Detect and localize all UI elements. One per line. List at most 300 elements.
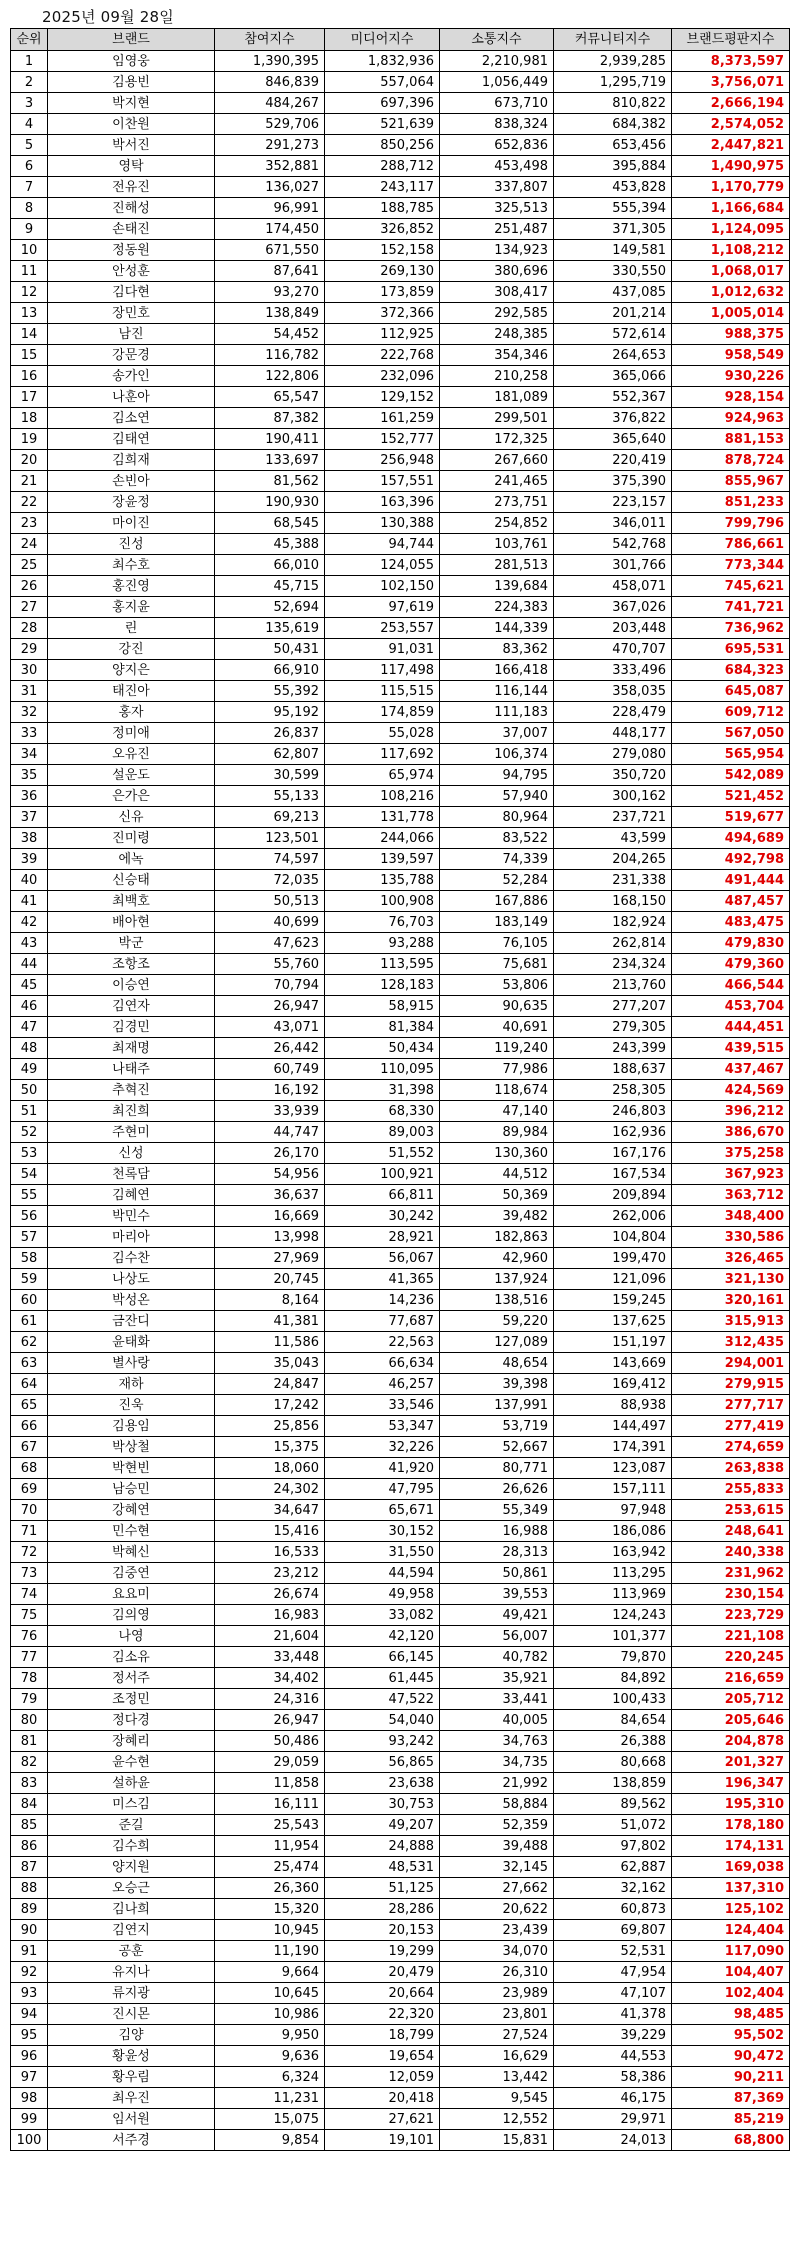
rank-cell: 36: [11, 786, 48, 807]
community-cell: 101,377: [554, 1626, 672, 1647]
media-cell: 66,145: [325, 1647, 440, 1668]
rank-cell: 24: [11, 534, 48, 555]
media-cell: 22,563: [325, 1332, 440, 1353]
rank-cell: 98: [11, 2088, 48, 2109]
brand-name-cell: 나훈아: [48, 387, 215, 408]
community-cell: 138,859: [554, 1773, 672, 1794]
community-cell: 262,006: [554, 1206, 672, 1227]
reputation-index-cell: 2,447,821: [672, 135, 790, 156]
communication-cell: 137,991: [440, 1395, 554, 1416]
participation-cell: 133,697: [215, 450, 325, 471]
table-row: [11, 450, 790, 471]
community-cell: 24,013: [554, 2130, 672, 2151]
community-cell: 80,668: [554, 1752, 672, 1773]
media-cell: 77,687: [325, 1311, 440, 1332]
participation-cell: 45,715: [215, 576, 325, 597]
reputation-index-cell: 95,502: [672, 2025, 790, 2046]
table-row: [11, 1962, 790, 1983]
brand-name-cell: 박지현: [48, 93, 215, 114]
table-header-row: [11, 29, 790, 51]
reputation-index-cell: 1,166,684: [672, 198, 790, 219]
reputation-index-cell: 169,038: [672, 1857, 790, 1878]
reputation-index-cell: 277,419: [672, 1416, 790, 1437]
table-row: [11, 1122, 790, 1143]
reputation-index-cell: 263,838: [672, 1458, 790, 1479]
brand-name-cell: 영탁: [48, 156, 215, 177]
communication-cell: 83,522: [440, 828, 554, 849]
community-cell: 300,162: [554, 786, 672, 807]
table-row: [11, 1059, 790, 1080]
communication-cell: 80,964: [440, 807, 554, 828]
reputation-index-cell: 396,212: [672, 1101, 790, 1122]
media-cell: 557,064: [325, 72, 440, 93]
participation-cell: 190,930: [215, 492, 325, 513]
communication-cell: 106,374: [440, 744, 554, 765]
brand-name-cell: 박민수: [48, 1206, 215, 1227]
brand-name-cell: 강문경: [48, 345, 215, 366]
participation-cell: 50,513: [215, 891, 325, 912]
communication-cell: 42,960: [440, 1248, 554, 1269]
communication-cell: 53,806: [440, 975, 554, 996]
header-participation-index: 참여지수: [215, 29, 325, 51]
rank-cell: 49: [11, 1059, 48, 1080]
community-cell: 159,245: [554, 1290, 672, 1311]
participation-cell: 40,699: [215, 912, 325, 933]
media-cell: 48,531: [325, 1857, 440, 1878]
reputation-index-cell: 137,310: [672, 1878, 790, 1899]
participation-cell: 846,839: [215, 72, 325, 93]
rank-cell: 14: [11, 324, 48, 345]
media-cell: 174,859: [325, 702, 440, 723]
rank-cell: 28: [11, 618, 48, 639]
brand-name-cell: 미스김: [48, 1794, 215, 1815]
table-row: [11, 1584, 790, 1605]
reputation-index-cell: 363,712: [672, 1185, 790, 1206]
media-cell: 66,634: [325, 1353, 440, 1374]
community-cell: 84,892: [554, 1668, 672, 1689]
rank-cell: 4: [11, 114, 48, 135]
reputation-index-cell: 221,108: [672, 1626, 790, 1647]
rank-cell: 60: [11, 1290, 48, 1311]
community-cell: 113,295: [554, 1563, 672, 1584]
rank-cell: 77: [11, 1647, 48, 1668]
table-row: [11, 1731, 790, 1752]
communication-cell: 39,553: [440, 1584, 554, 1605]
brand-name-cell: 양지원: [48, 1857, 215, 1878]
reputation-index-cell: 230,154: [672, 1584, 790, 1605]
reputation-index-cell: 220,245: [672, 1647, 790, 1668]
communication-cell: 281,513: [440, 555, 554, 576]
communication-cell: 27,524: [440, 2025, 554, 2046]
communication-cell: 40,005: [440, 1710, 554, 1731]
participation-cell: 136,027: [215, 177, 325, 198]
communication-cell: 56,007: [440, 1626, 554, 1647]
reputation-index-cell: 195,310: [672, 1794, 790, 1815]
media-cell: 56,865: [325, 1752, 440, 1773]
community-cell: 58,386: [554, 2067, 672, 2088]
community-cell: 395,884: [554, 156, 672, 177]
media-cell: 850,256: [325, 135, 440, 156]
media-cell: 31,550: [325, 1542, 440, 1563]
community-cell: 174,391: [554, 1437, 672, 1458]
communication-cell: 34,763: [440, 1731, 554, 1752]
communication-cell: 254,852: [440, 513, 554, 534]
community-cell: 470,707: [554, 639, 672, 660]
participation-cell: 6,324: [215, 2067, 325, 2088]
reputation-index-cell: 205,646: [672, 1710, 790, 1731]
media-cell: 697,396: [325, 93, 440, 114]
table-row: [11, 1038, 790, 1059]
rank-cell: 68: [11, 1458, 48, 1479]
media-cell: 97,619: [325, 597, 440, 618]
participation-cell: 26,837: [215, 723, 325, 744]
communication-cell: 241,465: [440, 471, 554, 492]
reputation-index-cell: 695,531: [672, 639, 790, 660]
brand-name-cell: 김다현: [48, 282, 215, 303]
rank-cell: 93: [11, 1983, 48, 2004]
brand-name-cell: 김나희: [48, 1899, 215, 1920]
rank-cell: 32: [11, 702, 48, 723]
media-cell: 110,095: [325, 1059, 440, 1080]
rank-cell: 37: [11, 807, 48, 828]
communication-cell: 15,831: [440, 2130, 554, 2151]
participation-cell: 10,645: [215, 1983, 325, 2004]
communication-cell: 292,585: [440, 303, 554, 324]
community-cell: 51,072: [554, 1815, 672, 1836]
reputation-index-cell: 330,586: [672, 1227, 790, 1248]
reputation-index-cell: 491,444: [672, 870, 790, 891]
community-cell: 203,448: [554, 618, 672, 639]
participation-cell: 26,360: [215, 1878, 325, 1899]
rank-cell: 19: [11, 429, 48, 450]
reputation-index-cell: 253,615: [672, 1500, 790, 1521]
reputation-index-cell: 1,068,017: [672, 261, 790, 282]
rank-cell: 82: [11, 1752, 48, 1773]
reputation-index-cell: 98,485: [672, 2004, 790, 2025]
media-cell: 54,040: [325, 1710, 440, 1731]
communication-cell: 59,220: [440, 1311, 554, 1332]
table-row: [11, 51, 790, 72]
media-cell: 19,654: [325, 2046, 440, 2067]
communication-cell: 28,313: [440, 1542, 554, 1563]
rank-cell: 56: [11, 1206, 48, 1227]
participation-cell: 68,545: [215, 513, 325, 534]
communication-cell: 103,761: [440, 534, 554, 555]
brand-name-cell: 임서원: [48, 2109, 215, 2130]
reputation-index-cell: 125,102: [672, 1899, 790, 1920]
media-cell: 41,920: [325, 1458, 440, 1479]
reputation-index-cell: 1,108,212: [672, 240, 790, 261]
reputation-index-cell: 881,153: [672, 429, 790, 450]
community-cell: 199,470: [554, 1248, 672, 1269]
brand-name-cell: 전유진: [48, 177, 215, 198]
reputation-index-cell: 928,154: [672, 387, 790, 408]
table-row: [11, 1500, 790, 1521]
community-cell: 1,295,719: [554, 72, 672, 93]
communication-cell: 224,383: [440, 597, 554, 618]
reputation-index-cell: 90,472: [672, 2046, 790, 2067]
reputation-index-cell: 1,005,014: [672, 303, 790, 324]
participation-cell: 138,849: [215, 303, 325, 324]
community-cell: 43,599: [554, 828, 672, 849]
community-cell: 104,804: [554, 1227, 672, 1248]
table-row: [11, 303, 790, 324]
rank-cell: 25: [11, 555, 48, 576]
reputation-index-cell: 68,800: [672, 2130, 790, 2151]
brand-name-cell: 진미령: [48, 828, 215, 849]
participation-cell: 60,749: [215, 1059, 325, 1080]
media-cell: 243,117: [325, 177, 440, 198]
brand-name-cell: 윤태화: [48, 1332, 215, 1353]
reputation-index-cell: 519,677: [672, 807, 790, 828]
reputation-index-cell: 487,457: [672, 891, 790, 912]
reputation-index-cell: 178,180: [672, 1815, 790, 1836]
media-cell: 23,638: [325, 1773, 440, 1794]
table-row: [11, 1521, 790, 1542]
table-row: [11, 1668, 790, 1689]
rank-cell: 45: [11, 975, 48, 996]
table-row: [11, 2088, 790, 2109]
brand-name-cell: 별사랑: [48, 1353, 215, 1374]
rank-cell: 95: [11, 2025, 48, 2046]
brand-name-cell: 에녹: [48, 849, 215, 870]
table-row: [11, 72, 790, 93]
brand-name-cell: 강진: [48, 639, 215, 660]
rank-cell: 3: [11, 93, 48, 114]
community-cell: 100,433: [554, 1689, 672, 1710]
communication-cell: 50,369: [440, 1185, 554, 1206]
brand-name-cell: 송가인: [48, 366, 215, 387]
reputation-index-cell: 2,666,194: [672, 93, 790, 114]
media-cell: 76,703: [325, 912, 440, 933]
community-cell: 79,870: [554, 1647, 672, 1668]
community-cell: 121,096: [554, 1269, 672, 1290]
rank-cell: 41: [11, 891, 48, 912]
brand-name-cell: 린: [48, 618, 215, 639]
media-cell: 12,059: [325, 2067, 440, 2088]
participation-cell: 9,664: [215, 1962, 325, 1983]
media-cell: 135,788: [325, 870, 440, 891]
reputation-index-cell: 878,724: [672, 450, 790, 471]
media-cell: 27,621: [325, 2109, 440, 2130]
participation-cell: 13,998: [215, 1227, 325, 1248]
reputation-index-cell: 565,954: [672, 744, 790, 765]
participation-cell: 47,623: [215, 933, 325, 954]
rank-cell: 40: [11, 870, 48, 891]
brand-name-cell: 김수찬: [48, 1248, 215, 1269]
media-cell: 41,365: [325, 1269, 440, 1290]
media-cell: 188,785: [325, 198, 440, 219]
participation-cell: 33,448: [215, 1647, 325, 1668]
header-community-index: 커뮤니티지수: [554, 29, 672, 51]
brand-name-cell: 진성: [48, 534, 215, 555]
participation-cell: 25,856: [215, 1416, 325, 1437]
communication-cell: 77,986: [440, 1059, 554, 1080]
rank-cell: 29: [11, 639, 48, 660]
brand-name-cell: 설하윤: [48, 1773, 215, 1794]
brand-name-cell: 마리아: [48, 1227, 215, 1248]
table-row: [11, 912, 790, 933]
rank-cell: 11: [11, 261, 48, 282]
brand-name-cell: 김용임: [48, 1416, 215, 1437]
communication-cell: 33,441: [440, 1689, 554, 1710]
media-cell: 31,398: [325, 1080, 440, 1101]
reputation-index-cell: 201,327: [672, 1752, 790, 1773]
communication-cell: 39,482: [440, 1206, 554, 1227]
brand-name-cell: 조정민: [48, 1689, 215, 1710]
community-cell: 258,305: [554, 1080, 672, 1101]
reputation-index-cell: 320,161: [672, 1290, 790, 1311]
brand-name-cell: 추혁진: [48, 1080, 215, 1101]
brand-name-cell: 김양: [48, 2025, 215, 2046]
rank-cell: 48: [11, 1038, 48, 1059]
community-cell: 186,086: [554, 1521, 672, 1542]
table-row: [11, 366, 790, 387]
community-cell: 234,324: [554, 954, 672, 975]
communication-cell: 40,782: [440, 1647, 554, 1668]
brand-name-cell: 김희재: [48, 450, 215, 471]
brand-name-cell: 서주경: [48, 2130, 215, 2151]
reputation-index-cell: 479,360: [672, 954, 790, 975]
participation-cell: 17,242: [215, 1395, 325, 1416]
reputation-index-cell: 1,012,632: [672, 282, 790, 303]
rank-cell: 73: [11, 1563, 48, 1584]
table-row: [11, 1248, 790, 1269]
reputation-index-cell: 741,721: [672, 597, 790, 618]
reputation-index-cell: 930,226: [672, 366, 790, 387]
reputation-index-cell: 439,515: [672, 1038, 790, 1059]
reputation-index-cell: 684,323: [672, 660, 790, 681]
table-row: [11, 219, 790, 240]
brand-name-cell: 최우진: [48, 2088, 215, 2109]
rank-cell: 54: [11, 1164, 48, 1185]
communication-cell: 52,667: [440, 1437, 554, 1458]
communication-cell: 139,684: [440, 576, 554, 597]
communication-cell: 83,362: [440, 639, 554, 660]
community-cell: 204,265: [554, 849, 672, 870]
brand-name-cell: 장민호: [48, 303, 215, 324]
rank-cell: 35: [11, 765, 48, 786]
brand-name-cell: 홍자: [48, 702, 215, 723]
participation-cell: 484,267: [215, 93, 325, 114]
media-cell: 20,664: [325, 1983, 440, 2004]
brand-name-cell: 준길: [48, 1815, 215, 1836]
header-communication-index: 소통지수: [440, 29, 554, 51]
reputation-index-cell: 277,717: [672, 1395, 790, 1416]
reputation-index-cell: 444,451: [672, 1017, 790, 1038]
participation-cell: 291,273: [215, 135, 325, 156]
brand-name-cell: 공훈: [48, 1941, 215, 1962]
community-cell: 97,948: [554, 1500, 672, 1521]
media-cell: 157,551: [325, 471, 440, 492]
community-cell: 448,177: [554, 723, 672, 744]
rank-cell: 8: [11, 198, 48, 219]
communication-cell: 27,662: [440, 1878, 554, 1899]
participation-cell: 69,213: [215, 807, 325, 828]
media-cell: 53,347: [325, 1416, 440, 1437]
communication-cell: 172,325: [440, 429, 554, 450]
communication-cell: 673,710: [440, 93, 554, 114]
table-row: [11, 807, 790, 828]
communication-cell: 130,360: [440, 1143, 554, 1164]
table-row: [11, 891, 790, 912]
media-cell: 161,259: [325, 408, 440, 429]
table-row: [11, 618, 790, 639]
brand-name-cell: 장혜리: [48, 1731, 215, 1752]
community-cell: 84,654: [554, 1710, 672, 1731]
rank-cell: 20: [11, 450, 48, 471]
communication-cell: 9,545: [440, 2088, 554, 2109]
communication-cell: 44,512: [440, 1164, 554, 1185]
table-row: [11, 1857, 790, 1878]
rank-cell: 62: [11, 1332, 48, 1353]
community-cell: 243,399: [554, 1038, 672, 1059]
media-cell: 49,958: [325, 1584, 440, 1605]
community-cell: 213,760: [554, 975, 672, 996]
rank-cell: 61: [11, 1311, 48, 1332]
reputation-index-cell: 367,923: [672, 1164, 790, 1185]
brand-name-cell: 손태진: [48, 219, 215, 240]
table-row: [11, 534, 790, 555]
reputation-index-cell: 87,369: [672, 2088, 790, 2109]
community-cell: 124,243: [554, 1605, 672, 1626]
media-cell: 253,557: [325, 618, 440, 639]
participation-cell: 33,939: [215, 1101, 325, 1122]
table-row: [11, 492, 790, 513]
community-cell: 542,768: [554, 534, 672, 555]
brand-name-cell: 재하: [48, 1374, 215, 1395]
community-cell: 209,894: [554, 1185, 672, 1206]
brand-name-cell: 김수희: [48, 1836, 215, 1857]
media-cell: 100,921: [325, 1164, 440, 1185]
media-cell: 256,948: [325, 450, 440, 471]
table-row: [11, 1794, 790, 1815]
participation-cell: 16,669: [215, 1206, 325, 1227]
media-cell: 108,216: [325, 786, 440, 807]
community-cell: 684,382: [554, 114, 672, 135]
rank-cell: 59: [11, 1269, 48, 1290]
rank-cell: 34: [11, 744, 48, 765]
table-row: [11, 975, 790, 996]
rank-cell: 12: [11, 282, 48, 303]
rank-cell: 70: [11, 1500, 48, 1521]
rank-cell: 52: [11, 1122, 48, 1143]
community-cell: 371,305: [554, 219, 672, 240]
media-cell: 24,888: [325, 1836, 440, 1857]
table-row: [11, 597, 790, 618]
community-cell: 330,550: [554, 261, 672, 282]
brand-name-cell: 류지광: [48, 1983, 215, 2004]
rank-cell: 21: [11, 471, 48, 492]
community-cell: 167,534: [554, 1164, 672, 1185]
reputation-index-cell: 958,549: [672, 345, 790, 366]
media-cell: 20,418: [325, 2088, 440, 2109]
rank-cell: 74: [11, 1584, 48, 1605]
brand-name-cell: 황우림: [48, 2067, 215, 2088]
media-cell: 112,925: [325, 324, 440, 345]
communication-cell: 299,501: [440, 408, 554, 429]
participation-cell: 123,501: [215, 828, 325, 849]
reputation-index-cell: 274,659: [672, 1437, 790, 1458]
media-cell: 33,546: [325, 1395, 440, 1416]
reputation-index-cell: 479,830: [672, 933, 790, 954]
communication-cell: 380,696: [440, 261, 554, 282]
media-cell: 58,915: [325, 996, 440, 1017]
table-row: [11, 429, 790, 450]
community-cell: 89,562: [554, 1794, 672, 1815]
media-cell: 1,832,936: [325, 51, 440, 72]
table-row: [11, 345, 790, 366]
